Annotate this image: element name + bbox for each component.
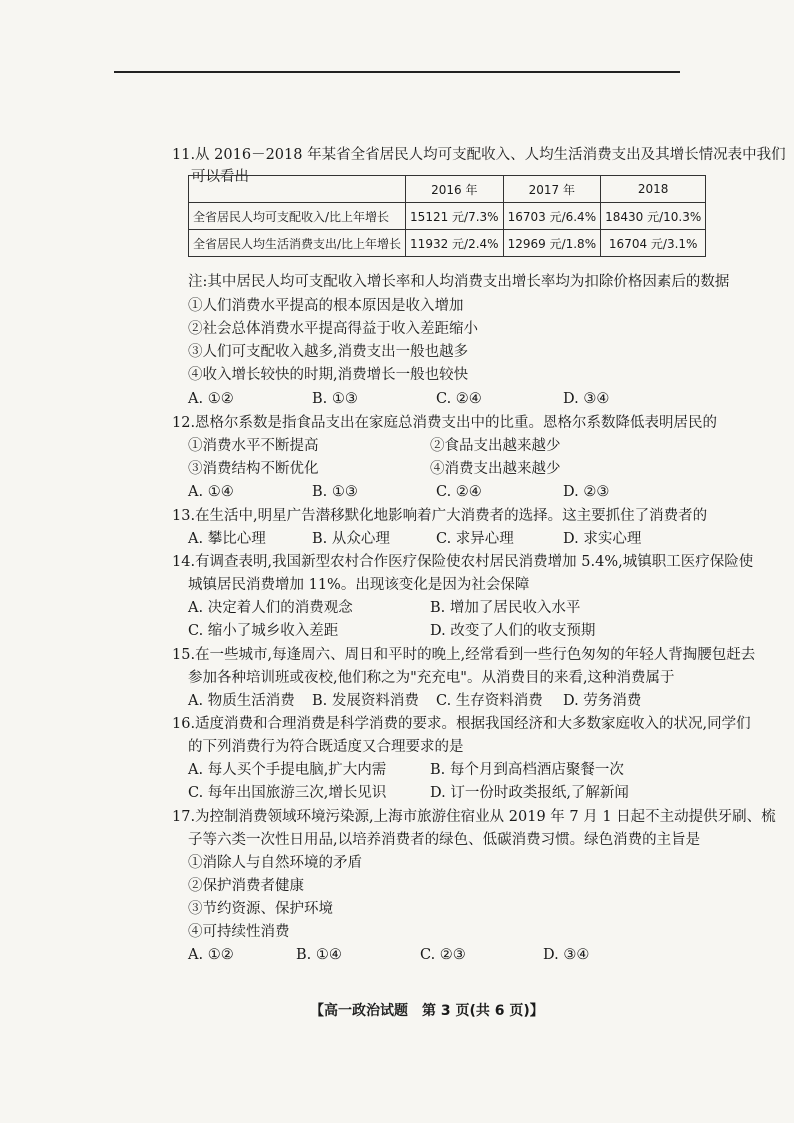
q14-option-d: D. 改变了人们的收支预期 <box>430 623 596 639</box>
q17-stem-line1: 17.为控制消费领域环境污染源,上海市旅游住宿业从 2019 年 7 月 1 日起不主动提供牙刷、梳 <box>172 809 776 825</box>
q12-option-b: B. ①③ <box>312 484 358 500</box>
q17-item-2: ②保护消费者健康 <box>188 878 304 894</box>
q12-item-1: ①消费水平不断提高 <box>188 438 319 454</box>
q14-option-c: C. 缩小了城乡收入差距 <box>188 623 339 639</box>
q16-option-c: C. 每年出国旅游三次,增长见识 <box>188 785 387 801</box>
q11-option-d: D. ③④ <box>563 391 610 407</box>
table-header: 2016 年 <box>406 176 504 203</box>
q17-option-d: D. ③④ <box>543 947 590 963</box>
table-cell: 16704 元/3.1% <box>601 230 706 257</box>
q11-item-4: ④收入增长较快的时期,消费增长一般也较快 <box>188 367 469 383</box>
table-row-label: 全省居民人均生活消费支出/比上年增长 <box>189 230 406 257</box>
q11-item-2: ②社会总体消费水平提高得益于收入差距缩小 <box>188 321 478 337</box>
q11-option-c: C. ②④ <box>436 391 482 407</box>
q17-item-3: ③节约资源、保护环境 <box>188 901 333 917</box>
q15-option-c: C. 生存资料消费 <box>436 693 543 709</box>
q11-stem-line2: 可以看出 <box>191 169 249 185</box>
q16-stem-line2: 的下列消费行为符合既适度又合理要求的是 <box>188 739 464 755</box>
q16-option-a: A. 每人买个手提电脑,扩大内需 <box>188 762 387 778</box>
q15-stem-line1: 15.在一些城市,每逢周六、周日和平时的晚上,经常看到一些行色匆匆的年轻人背掏腰包赶去 <box>172 647 756 663</box>
q14-option-a: A. 决定着人们的消费观念 <box>188 600 353 616</box>
q15-option-b: B. 发展资料消费 <box>312 693 419 709</box>
q11-option-a: A. ①② <box>188 391 234 407</box>
q11-table <box>188 175 706 257</box>
q12-item-4: ④消费支出越来越少 <box>430 461 561 477</box>
q17-option-b: B. ①④ <box>296 947 342 963</box>
q12-item-2: ②食品支出越来越少 <box>430 438 561 454</box>
table-header-row <box>189 176 706 203</box>
q16-stem-line1: 16.适度消费和合理消费是科学消费的要求。根据我国经济和大多数家庭收入的状况,同学们 <box>172 716 751 732</box>
table-cell: 15121 元/7.3% <box>406 203 504 230</box>
q12-option-c: C. ②④ <box>436 484 482 500</box>
q11-item-3: ③人们可支配收入越多,消费支出一般也越多 <box>188 344 469 360</box>
table-row <box>189 203 706 230</box>
q13-option-b: B. 从众心理 <box>312 531 390 547</box>
table-row-label: 全省居民人均可支配收入/比上年增长 <box>189 203 406 230</box>
q16-option-b: B. 每个月到高档酒店聚餐一次 <box>430 762 624 778</box>
table-header: 2017 年 <box>503 176 601 203</box>
table-cell: 12969 元/1.8% <box>503 230 601 257</box>
top-rule <box>114 71 680 73</box>
page-footer: 【高一政治试题 第 3 页(共 6 页)】 <box>310 1003 544 1019</box>
q17-item-1: ①消除人与自然环境的矛盾 <box>188 855 362 871</box>
q17-item-4: ④可持续性消费 <box>188 924 290 940</box>
q15-option-d: D. 劳务消费 <box>563 693 642 709</box>
q11-stem-line1: 11.从 2016－2018 年某省全省居民人均可支配收入、人均生活消费支出及其增长情况表中我们 <box>172 147 786 163</box>
table-cell: 11932 元/2.4% <box>406 230 504 257</box>
q14-option-b: B. 增加了居民收入水平 <box>430 600 581 616</box>
q15-option-a: A. 物质生活消费 <box>188 693 295 709</box>
table-row <box>189 230 706 257</box>
q14-stem-line1: 14.有调查表明,我国新型农村合作医疗保险使农村居民消费增加 5.4%,城镇职工医疗保险使 <box>172 554 754 570</box>
q13-stem: 13.在生活中,明星广告潜移默化地影响着广大消费者的选择。这主要抓住了消费者的 <box>172 508 708 524</box>
q12-item-3: ③消费结构不断优化 <box>188 461 319 477</box>
q11-note: 注:其中居民人均可支配收入增长率和人均消费支出增长率均为扣除价格因素后的数据 <box>188 274 730 290</box>
q14-stem-line2: 城镇居民消费增加 11%。出现该变化是因为社会保障 <box>188 577 530 593</box>
q16-option-d: D. 订一份时政类报纸,了解新闻 <box>430 785 629 801</box>
q11-option-b: B. ①③ <box>312 391 358 407</box>
q17-option-c: C. ②③ <box>420 947 466 963</box>
table-cell: 18430 元/10.3% <box>601 203 706 230</box>
q11-item-1: ①人们消费水平提高的根本原因是收入增加 <box>188 298 464 314</box>
q13-option-a: A. 攀比心理 <box>188 531 266 547</box>
q13-option-d: D. 求实心理 <box>563 531 642 547</box>
q13-option-c: C. 求异心理 <box>436 531 514 547</box>
q12-option-a: A. ①④ <box>188 484 234 500</box>
q12-option-d: D. ②③ <box>563 484 610 500</box>
table-header: 2018 <box>601 176 706 203</box>
q17-stem-line2: 子等六类一次性日用品,以培养消费者的绿色、低碳消费习惯。绿色消费的主旨是 <box>188 832 701 848</box>
table-corner <box>189 176 406 203</box>
q12-stem: 12.恩格尔系数是指食品支出在家庭总消费支出中的比重。恩格尔系数降低表明居民的 <box>172 415 718 431</box>
table-cell: 16703 元/6.4% <box>503 203 601 230</box>
q15-stem-line2: 参加各种培训班或夜校,他们称之为"充充电"。从消费目的来看,这种消费属于 <box>188 670 675 686</box>
q17-option-a: A. ①② <box>188 947 234 963</box>
